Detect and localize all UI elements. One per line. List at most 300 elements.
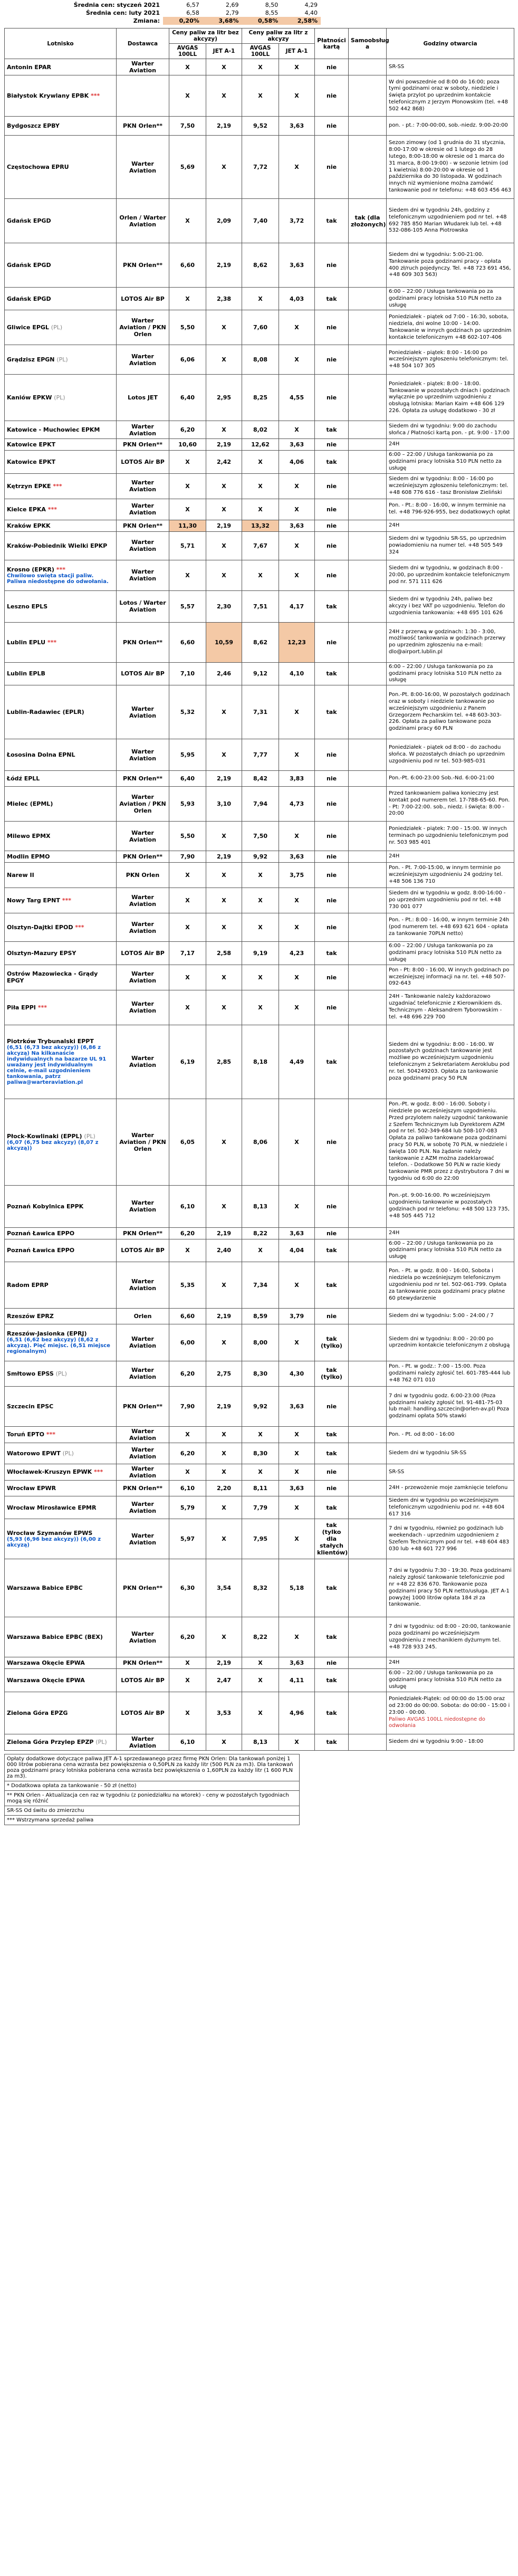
jet-net-price: X (206, 1185, 242, 1227)
opening-hours-text: 6:00 – 22:00 / Usługa tankowania po za godzinami pracy lotniska 510 PLN netto za usługę (389, 943, 502, 962)
self-service-cell (349, 1669, 387, 1692)
supplier-cell: Warter Aviation (117, 913, 169, 942)
supplier-cell: Warter Aviation (117, 1262, 169, 1308)
airport-cell (5, 1262, 117, 1308)
opening-hours-cell (387, 288, 514, 310)
table-row (5, 965, 514, 990)
jet-gross-price: 3,63 (279, 1227, 315, 1239)
avgas-net-price: X (169, 1464, 206, 1480)
opening-hours-cell (387, 1519, 514, 1559)
opening-hours-cell (387, 1443, 514, 1464)
summary-row (25, 9, 321, 17)
jet-net-price: 2,75 (206, 1361, 242, 1386)
table-row (5, 473, 514, 499)
opening-hours-text: 24H z przerwą w godzinach: 1:30 - 3:00, możliwość tankowania w godzinach przerwy po uprzednim zgłoszeniu na e-mail: dlo@airport.lublin.pl (389, 628, 506, 655)
avgas-gross-price: 7,79 (242, 1496, 279, 1519)
opening-hours-text: Pon. - Pt.: 8:00 - 16:00, w innym terminie 24h (pod numerem tel. +48 693 621 604 - opłata za tankowanie 70PLN netto) (389, 917, 510, 937)
supplier-cell: Warter Aviation (117, 685, 169, 739)
supplier-cell: Warter Aviation (117, 1496, 169, 1519)
airport-name: Lublin-Radawiec (EPLR) (7, 709, 84, 716)
jet-net-price: X (206, 1262, 242, 1308)
airport-name: Milewo EPMX (7, 833, 51, 840)
opening-hours-cell (387, 1496, 514, 1519)
table-row (5, 117, 514, 136)
jet-net-price: 2,46 (206, 662, 242, 685)
opening-hours-cell (387, 75, 514, 117)
opening-hours-text: pon. - pt.: 7:00-00:00, sob.-niedz. 9:00-20:00 (389, 122, 508, 129)
jet-gross-price: X (279, 1464, 315, 1480)
card-payment-cell: nie (315, 1386, 349, 1426)
avgas-net-price: 6,20 (169, 421, 206, 439)
avgas-gross-price: 9,52 (242, 117, 279, 136)
airport-cell (5, 421, 117, 439)
supplier-cell: PKN Orlen** (117, 117, 169, 136)
table-row (5, 531, 514, 560)
airport-name: Lublin EPLB (7, 670, 45, 678)
airport-name: Katowice - Muchowiec EPKM (7, 426, 100, 434)
jet-net-price: X (206, 990, 242, 1025)
table-row (5, 1519, 514, 1559)
card-payment-cell: nie (315, 1099, 349, 1185)
avgas-net-price: X (169, 990, 206, 1025)
self-service-cell (349, 990, 387, 1025)
supplier-cell: PKN Orlen** (117, 851, 169, 863)
self-service-cell (349, 1324, 387, 1361)
self-service-cell (349, 888, 387, 913)
avgas-net-price: X (169, 288, 206, 310)
avgas-gross-price: X (242, 59, 279, 75)
table-row (5, 1496, 514, 1519)
opening-hours-cell (387, 473, 514, 499)
avgas-net-price: 6,19 (169, 1025, 206, 1099)
jet-net-price: X (206, 421, 242, 439)
summary-label: Średnia cen: luty 2021 (85, 9, 160, 16)
avgas-gross-price: X (242, 499, 279, 520)
supplier-cell: Lotos / Warter Aviation (117, 590, 169, 622)
summary-label: Średnia cen: styczeń 2021 (73, 2, 160, 8)
jet-net-price: X (206, 1734, 242, 1750)
jet-gross-price: X (279, 1734, 315, 1750)
self-service-cell (349, 771, 387, 787)
airport-cell (5, 345, 117, 375)
avgas-net-price: 6,60 (169, 622, 206, 662)
card-payment-cell: tak (315, 685, 349, 739)
airport-tag: (PL) (51, 324, 63, 331)
jet-net-price: 2,95 (206, 375, 242, 421)
avgas-gross-price: X (242, 560, 279, 590)
jet-net-price: 2,19 (206, 243, 242, 288)
self-service-cell (349, 531, 387, 560)
airport-name: Gdańsk EPGD (7, 217, 51, 224)
jet-gross-price: X (279, 59, 315, 75)
airport-cell (5, 1361, 117, 1386)
footnote-text: * Dodatkowa opłata za tankowanie - 50 zł (netto) (5, 1781, 300, 1790)
jet-gross-price: 3,63 (279, 1386, 315, 1426)
table-row (5, 560, 514, 590)
card-payment-cell: nie (315, 888, 349, 913)
opening-hours-cell (387, 1386, 514, 1426)
opening-hours-text: Poniedziałek-Piątek: od 00:00 do 15:00 oraz od 23:00 do 00:00. Sobota: do 00:00 - 15:00 i 23:00 - 00:00. (389, 1696, 510, 1715)
jet-gross-price: X (279, 1426, 315, 1443)
self-service-cell (349, 1025, 387, 1099)
avgas-net-price: 7,10 (169, 662, 206, 685)
airport-cell (5, 1480, 117, 1496)
card-payment-cell: tak (315, 1669, 349, 1692)
airport-cell (5, 451, 117, 473)
suspended-marker: *** (53, 482, 62, 490)
header-avgas-gross: AVGAS 100LL (242, 44, 279, 59)
opening-hours-text: SR-SS (389, 63, 405, 70)
opening-hours-text: Siedem dni w tygodniu: 8:00 - 20:00 po uprzednim kontakcie telefonicznym z obsługą (389, 1335, 510, 1349)
airport-cell (5, 531, 117, 560)
airport-name: Watorowo EPWT (7, 1449, 61, 1457)
supplier-cell: PKN Orlen (117, 863, 169, 888)
airport-cell (5, 439, 117, 451)
summary-value: 6,58 (186, 9, 199, 16)
jet-gross-price: X (279, 1443, 315, 1464)
table-row (5, 851, 514, 863)
card-payment-cell: nie (315, 622, 349, 662)
jet-net-price: 2,19 (206, 1227, 242, 1239)
airport-cell (5, 1657, 117, 1669)
avgas-gross-price: X (242, 473, 279, 499)
jet-net-price: 2,85 (206, 1025, 242, 1099)
opening-hours-cell (387, 451, 514, 473)
opening-hours-text: 6:00 – 22:00 / Usługa tankowania po za godzinami pracy lotniska 510 PLN netto za usługę (389, 1240, 502, 1260)
suspended-marker: *** (62, 897, 71, 904)
jet-gross-price: X (279, 739, 315, 771)
self-service-cell (349, 622, 387, 662)
table-row (5, 771, 514, 787)
footnote-text: Opłaty dodatkowe dotyczące paliwa JET A-1 sprzedawanego przez firmę PKN Orlen: Dla tankowań poniżej 1 000 litrów pobierana cena wzrasta bez powiększenia o 0,50PLN za każdy litr (500 PLN za m3). Dla tankowań poza godzinami pracy lotniska pobierana cena wzrasta bez powiększenia o 1,60PLN za każdy litr (1 600 PLN za m3). (5, 1754, 300, 1781)
avgas-net-price: 5,69 (169, 136, 206, 199)
supplier-cell: Warter Aviation (117, 990, 169, 1025)
avgas-net-price: 5,97 (169, 1519, 206, 1559)
airport-name: Szczecin EPSC (7, 1403, 54, 1410)
jet-net-price: 3,53 (206, 1692, 242, 1734)
supplier-cell: LOTOS Air BP (117, 942, 169, 965)
opening-hours-text: 6:00 – 22:00 / Usługa tankowania po za godzinami pracy lotniska 510 PLN netto za usługę (389, 289, 502, 308)
card-payment-cell: nie (315, 1185, 349, 1227)
supplier-cell (117, 75, 169, 117)
opening-hours-cell (387, 1099, 514, 1185)
avgas-net-price: X (169, 1657, 206, 1669)
jet-net-price: 2,38 (206, 288, 242, 310)
self-service-cell (349, 136, 387, 199)
opening-hours-cell (387, 1227, 514, 1239)
table-row (5, 520, 514, 531)
opening-hours-cell (387, 1262, 514, 1308)
header-avgas-net: AVGAS 100LL (169, 44, 206, 59)
summary-value: 0,58% (242, 17, 281, 25)
summary-value: 2,79 (225, 9, 239, 16)
opening-hours-cell (387, 787, 514, 822)
airport-name: Toruń EPTO (7, 1431, 44, 1438)
opening-hours-text: Sezon zimowy (od 1 grudnia do 31 stycznia, 8:00-17:00 w okresie od 1 lutego do 28 lutego, 8:00-18:00 w okresie od 1 marca do 31 marca, 8:00-19:00) - w sezonie letnim (od 1 kwietnia) 8:00-20:00 w okresie od 1 października do 30 listopada. W godzinach innych niż wymienione można zamówić tankowanie pod nr telefonu: +48 603 456 463 (389, 140, 512, 193)
opening-hours-cell (387, 822, 514, 851)
avgas-gross-price: X (242, 990, 279, 1025)
airport-name: Piotrków Trybunalski EPPT (7, 1038, 94, 1045)
table-row (5, 1617, 514, 1657)
avgas-gross-price: 9,19 (242, 942, 279, 965)
table-row (5, 1443, 514, 1464)
jet-net-price: 2,40 (206, 1239, 242, 1262)
header-supplier: Dostawca (117, 28, 169, 59)
header-card-payment: Płatności kartą (315, 28, 349, 59)
opening-hours-text: 6:00 – 22:00 / Usługa tankowania po za godzinami pracy lotniska 510 PLN netto za usługę (389, 663, 502, 683)
self-service-cell (349, 1308, 387, 1324)
airport-cell (5, 499, 117, 520)
opening-hours-cell (387, 590, 514, 622)
airport-name: Warszawa Okęcie EPWA (7, 1659, 85, 1667)
card-payment-cell: nie (315, 913, 349, 942)
suspended-marker: *** (47, 505, 57, 513)
jet-gross-price: 4,11 (279, 1669, 315, 1692)
self-service-cell (349, 1496, 387, 1519)
jet-gross-price: 3,63 (279, 1657, 315, 1669)
jet-gross-price: X (279, 75, 315, 117)
header-jet-gross: JET A-1 (279, 44, 315, 59)
supplier-cell: Warter Aviation (117, 345, 169, 375)
opening-hours-cell (387, 1361, 514, 1386)
self-service-cell (349, 117, 387, 136)
table-row (5, 310, 514, 345)
airport-name: Olsztyn-Dajtki EPOD (7, 924, 73, 931)
summary-value: 2,69 (225, 2, 239, 8)
jet-net-price: X (206, 1496, 242, 1519)
airport-cell (5, 863, 117, 888)
airport-name: Kraków-Pobiednik Wielki EPKP (7, 542, 108, 549)
airport-name: Krosno (EPKR) (7, 566, 54, 573)
airport-name: Gdańsk EPGD (7, 295, 51, 302)
jet-net-price: X (206, 913, 242, 942)
supplier-cell: Warter Aviation (117, 499, 169, 520)
jet-net-price: X (206, 499, 242, 520)
self-service-cell (349, 1464, 387, 1480)
card-payment-cell: tak (315, 1443, 349, 1464)
supplier-cell: Warter Aviation (117, 560, 169, 590)
self-service-cell (349, 560, 387, 590)
airport-cell (5, 622, 117, 662)
jet-gross-price: 3,75 (279, 863, 315, 888)
airport-cell (5, 199, 117, 243)
jet-gross-price: 4,30 (279, 1361, 315, 1386)
avgas-gross-price: X (242, 1657, 279, 1669)
jet-gross-price: 12,23 (279, 622, 315, 662)
table-row (5, 439, 514, 451)
opening-hours-text: Siedem dni w tygodniu: 9:00 do zachodu słońca / Płatności kartą pon. - pt. 9:00 - 17:00 (389, 423, 510, 436)
availability-warning: Paliwo AVGAS 100LL niedostępne do odwołania (389, 1716, 485, 1729)
jet-gross-price: 4,10 (279, 662, 315, 685)
card-payment-cell: nie (315, 117, 349, 136)
jet-net-price: 2,58 (206, 942, 242, 965)
opening-hours-cell (387, 1692, 514, 1734)
airport-cell (5, 1443, 117, 1464)
supplier-cell: Warter Aviation / PKN Orlen (117, 310, 169, 345)
avgas-net-price: X (169, 965, 206, 990)
airport-cell (5, 1617, 117, 1657)
opening-hours-text: 7 dni w tygodniu godz. 6:00-23:00 (Poza godzinami należy zgłosić tel. 91-481-75-03 lub mail: handling.szczecin@orlen-av.pl) Poza godzinami opłata 50% stawki (389, 1392, 510, 1419)
opening-hours-text: Pon. - Pt.: 8:00 - 16:00, w innym terminie na tel. +48 796-926-955, bez dodatkowych opłat (389, 502, 511, 516)
card-payment-cell: tak (315, 1025, 349, 1099)
table-row (5, 662, 514, 685)
summary-value: 4,29 (304, 2, 318, 8)
opening-hours-cell (387, 499, 514, 520)
airport-cell (5, 1496, 117, 1519)
supplier-cell: Warter Aviation (117, 1464, 169, 1480)
jet-net-price: X (206, 1443, 242, 1464)
avgas-gross-price: X (242, 863, 279, 888)
airport-name: Leszno EPLS (7, 603, 48, 610)
self-service-cell (349, 822, 387, 851)
jet-net-price: X (206, 863, 242, 888)
jet-net-price: X (206, 685, 242, 739)
jet-gross-price: 4,23 (279, 942, 315, 965)
table-row (5, 345, 514, 375)
card-payment-cell: nie (315, 1480, 349, 1496)
avgas-gross-price: X (242, 1692, 279, 1734)
avgas-net-price: X (169, 473, 206, 499)
opening-hours-cell (387, 1480, 514, 1496)
card-payment-cell: nie (315, 520, 349, 531)
avgas-net-price: 6,60 (169, 1308, 206, 1324)
footnote-row (5, 1790, 300, 1806)
airport-cell (5, 243, 117, 288)
opening-hours-cell (387, 685, 514, 739)
self-service-cell (349, 421, 387, 439)
self-service-cell (349, 1559, 387, 1617)
supplier-cell: LOTOS Air BP (117, 1239, 169, 1262)
supplier-cell: Warter Aviation (117, 1324, 169, 1361)
summary-label: Zmiana: (25, 17, 163, 25)
summary-value: 8,50 (265, 2, 279, 8)
table-row (5, 243, 514, 288)
table-row (5, 863, 514, 888)
avgas-net-price: 6,30 (169, 1559, 206, 1617)
supplier-cell: Lotos JET (117, 375, 169, 421)
opening-hours-text: Pon.-Pt. w godz. 8:00 - 16:00. Soboty i niedziele po wcześniejszym uzgodnieniu. Przed przylotem należy uzgodnić tankowanie z Szefem Technicznym lub Dyrektorem AZM pod nr tel. 502-349-684 lub 508-107-083 Opłata za paliwo tankowane poza godzinami pracy 50 PLN, w sobotę 70 PLN, w niedziele i święta 100 PLN. Na żądanie należy tankowanie z AZM można zadeklarować telefon. - Dodatkowe 50 PLN w razie kiedy tankowanie PMR przez z dystrybutora 7 dni w tygodniu od 6:00 do 22:00 (389, 1101, 510, 1182)
jet-gross-price: 4,96 (279, 1692, 315, 1734)
card-payment-cell: nie (315, 1227, 349, 1239)
self-service-cell (349, 662, 387, 685)
card-payment-cell: tak (315, 1559, 349, 1617)
supplier-cell: LOTOS Air BP (117, 451, 169, 473)
avgas-net-price: 6,60 (169, 243, 206, 288)
jet-net-price: X (206, 822, 242, 851)
summary-value: 3,68% (203, 17, 242, 25)
jet-net-price: 10,59 (206, 622, 242, 662)
table-row (5, 421, 514, 439)
airport-cell (5, 75, 117, 117)
jet-gross-price: 4,03 (279, 288, 315, 310)
supplier-cell: Warter Aviation (117, 421, 169, 439)
opening-hours-cell (387, 199, 514, 243)
jet-gross-price: X (279, 421, 315, 439)
jet-net-price: X (206, 888, 242, 913)
self-service-cell (349, 1262, 387, 1308)
jet-gross-price: X (279, 345, 315, 375)
self-service-cell (349, 851, 387, 863)
opening-hours-cell (387, 863, 514, 888)
avgas-gross-price: 8,00 (242, 1324, 279, 1361)
avgas-gross-price: X (242, 75, 279, 117)
table-row (5, 1464, 514, 1480)
jet-net-price: X (206, 473, 242, 499)
airport-cell (5, 965, 117, 990)
airport-name: Poznań Ławica EPPO (7, 1247, 75, 1254)
opening-hours-text: Siedem dni w tygodniu po wcześniejszym telefonicznym uzgodnieniu pod nr. +48 604 617 316 (389, 1497, 505, 1517)
card-payment-cell: nie (315, 59, 349, 75)
self-service-cell (349, 310, 387, 345)
supplier-cell: Warter Aviation (117, 1617, 169, 1657)
opening-hours-text: 7 dni w tygodniu 7:30 - 19:30. Poza godzinami należy zgłosić tankowanie telefonicznie pod nr +48 22 836 670. Tankowanie poza godzinami pracy 50 PLN netto/usługa. JET A-1 powyżej 1000 litrów opłata 184 zł za tankowanie. (389, 1568, 512, 1608)
airport-cell (5, 1324, 117, 1361)
jet-net-price: 2,42 (206, 451, 242, 473)
avgas-gross-price: X (242, 1669, 279, 1692)
avgas-net-price: 7,90 (169, 1386, 206, 1426)
airport-note: (6,51 (6,62 bez akcyzy) (8,62 z akcyzą). Pięć miejsc. (6,51 miejsce regionalnym) (7, 1337, 110, 1355)
opening-hours-text: Siedem dni w tygodniu SR-SS (389, 1450, 467, 1456)
avgas-gross-price: 8,30 (242, 1443, 279, 1464)
self-service-cell (349, 439, 387, 451)
self-service-cell (349, 913, 387, 942)
airport-note: (6,07 (6,75 bez akcyzy) (8,07 z akcyzą)) (7, 1139, 99, 1151)
summary-row (25, 17, 321, 25)
supplier-cell: Orlen (117, 1308, 169, 1324)
self-service-cell (349, 787, 387, 822)
opening-hours-text: Siedem dni w tygodniu: 5:00 - 24:00 / 7 (389, 1313, 494, 1319)
table-row (5, 942, 514, 965)
avgas-net-price: 10,60 (169, 439, 206, 451)
airport-cell (5, 771, 117, 787)
footnote-text: ** PKN Orlen - Aktualizacja cen raz w tygodniu (z poniedziałku na wtorek) - ceny w pozostałych tygodniach mogą się różnić (5, 1790, 300, 1806)
avgas-gross-price: X (242, 1239, 279, 1262)
avgas-net-price: 7,17 (169, 942, 206, 965)
supplier-cell: Warter Aviation (117, 822, 169, 851)
avgas-net-price: X (169, 59, 206, 75)
airport-name: Kętrzyn EPKE (7, 482, 51, 490)
card-payment-cell: nie (315, 787, 349, 822)
opening-hours-cell (387, 1308, 514, 1324)
opening-hours-text: Siedem dni w tygodniu: 8:00 - 16:00 po wcześniejszym zgłoszeniu telefonicznym: tel. +48 608 776 616 - tasz Bronisław Zieliński (389, 476, 509, 495)
jet-gross-price: X (279, 531, 315, 560)
avgas-gross-price: X (242, 451, 279, 473)
suspended-marker: *** (46, 1431, 56, 1438)
supplier-cell: Warter Aviation (117, 1443, 169, 1464)
avgas-gross-price: 7,51 (242, 590, 279, 622)
jet-net-price: X (206, 310, 242, 345)
jet-gross-price: X (279, 1324, 315, 1361)
airport-tag: (PL) (54, 394, 65, 402)
jet-gross-price: 3,83 (279, 771, 315, 787)
table-row (5, 622, 514, 662)
airport-name: Smłtowo EPSS (7, 1370, 54, 1377)
jet-gross-price: X (279, 1617, 315, 1657)
airport-name: Gliwice EPGL (7, 324, 49, 331)
table-row (5, 499, 514, 520)
supplier-cell: Warter Aviation / PKN Orlen (117, 1099, 169, 1185)
avgas-gross-price: 12,62 (242, 439, 279, 451)
card-payment-cell: nie (315, 822, 349, 851)
airport-cell (5, 1692, 117, 1734)
opening-hours-cell (387, 1025, 514, 1099)
opening-hours-text: Przed tankowaniem paliwa konieczny jest kontakt pod numerem tel. 17-788-65-60. Pon. - Pt: 7:00-22:00. sob., niedz. i święta: 8:00 - 20:00 (389, 790, 510, 817)
jet-gross-price: X (279, 1099, 315, 1185)
avgas-net-price: 6,40 (169, 771, 206, 787)
avgas-net-price: 6,10 (169, 1480, 206, 1496)
opening-hours-cell (387, 913, 514, 942)
airport-cell (5, 888, 117, 913)
